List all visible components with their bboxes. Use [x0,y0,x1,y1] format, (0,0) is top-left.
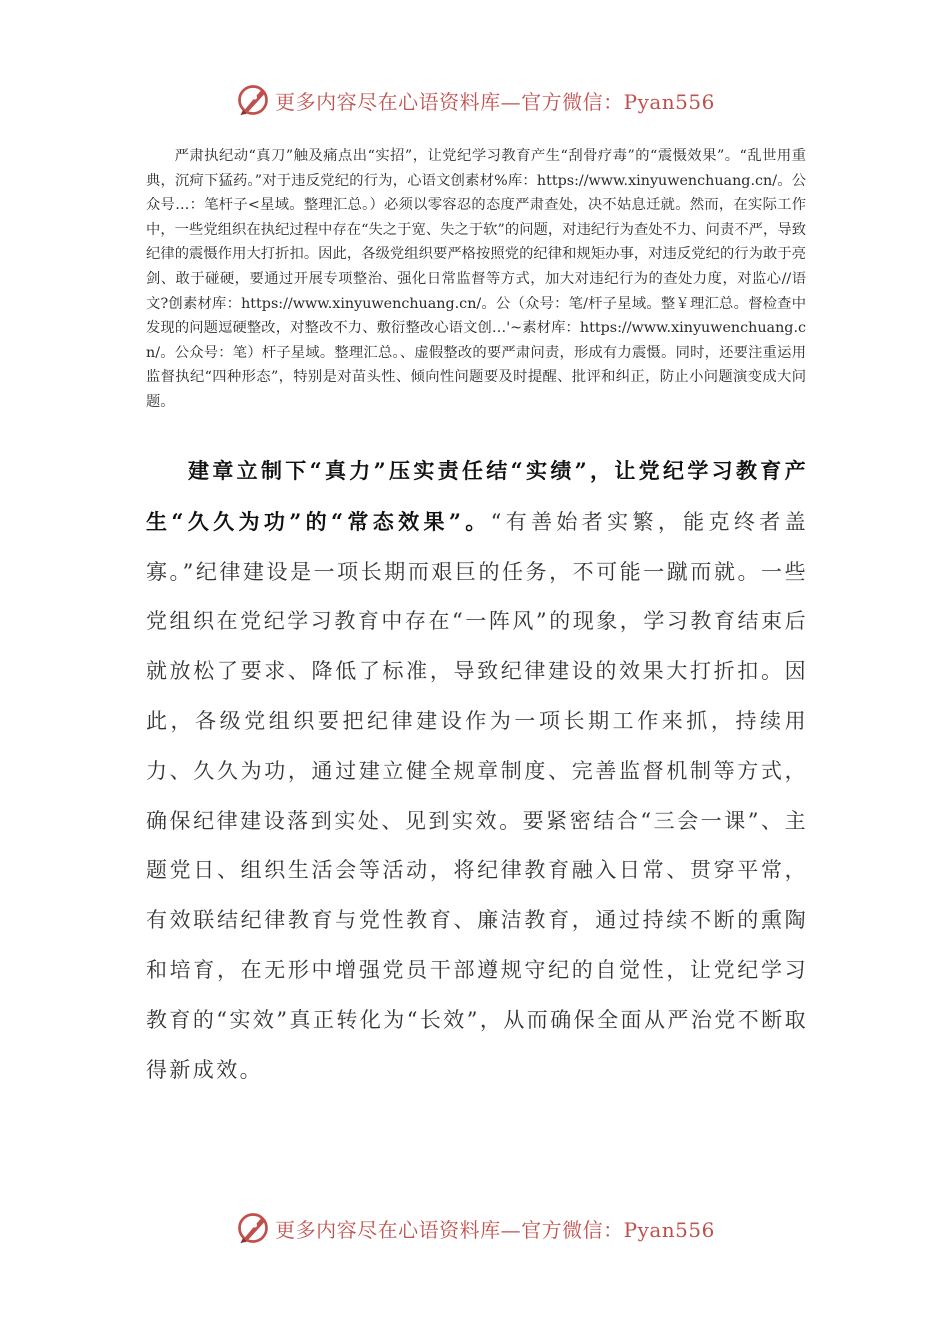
paragraph-2-lead: 建章立制下“真力”压实责任结“实绩”，让党纪学习教育产生“久久为功”的“常态效果”。 [146,458,808,534]
paragraph-2-body: “有善始者实繁，能克终者盖寡。”纪律建设是一项长期而艰巨的任务，不可能一蹴而就。一些党组织在党纪学习教育中存在“一阵风”的现象，学习教育结束后就放松了要求、降低了标准，导致纪律建设的效果大打折扣。因此，各级党组织要把纪律建设作为一项长期工作来抓，持续用力、久久为功，通过建立健全规章制度、完善监督机制等方式，确保纪律建设落到实处、见到实效。要紧密结合“三会一课”、主题党日、组织生活会等活动，将纪律教育融入日常、贯穿平常，有效联结纪律教育与党性教育、廉洁教育，通过持续不断的熏陶和培育，在无形中增强党员干部遵规守纪的自觉性，让党纪学习教育的“实效”真正转化为“长效”，从而确保全面从严治党不断取得新成效。 [146,509,808,1082]
paragraph-2 [146,446,808,1095]
header-banner [0,82,950,118]
header-banner-text: 更多内容尽在心语资料库—官方微信：Pyan556 [275,89,715,114]
footer-banner-text: 更多内容尽在心语资料库—官方微信：Pyan556 [275,1217,715,1242]
pen-logo-icon [235,1210,271,1246]
pen-logo-icon [235,82,271,118]
paragraph-1: 严肃执纪动“真刀”触及痛点出“实招”，让党纪学习教育产生“刮骨疗毒”的“震慑效果”。“乱世用重典，沉疴下猛药。”对于违反党纪的行为，心语文创素材%库：https://www.xinyuwenchuang.cn/。公众号…：笔杆子<星域。整理汇总。）必须以零容忍的态度严肃查处，决不姑息迁就。然而，在实际工作中，一些党组织在执纪过程中存在“失之于宽、失之于软”的问题，对违纪行为查处不力、问责不严，导致纪律的震慑作用大打折扣。因此，各级党组织要严格按照党的纪律和规矩办事，对违反党纪的行为敢于亮剑、敢于碰硬，要通过开展专项整治、强化日常监督等方式，加大对违纪行为的查处力度，对监心//语文?创素材库：https://www.xinyuwenchuang.cn/。公（众号：笔/杆子星域。整￥理汇总。督检查中发现的问题逗硬整改，对整改不力、敷衍整改心语文创…'~素材库：https://www.xinyuwenchuang.cn/。公众号：笔）杆子星域。整理汇总。、虚假整改的要严肃问责，形成有力震慑。同时，还要注重运用监督执纪“四种形态”，特别是对苗头性、倾向性问题要及时提醒、批评和纠正，防止小问题演变成大问题。 [146,148,806,410]
footer-banner [0,1210,950,1246]
